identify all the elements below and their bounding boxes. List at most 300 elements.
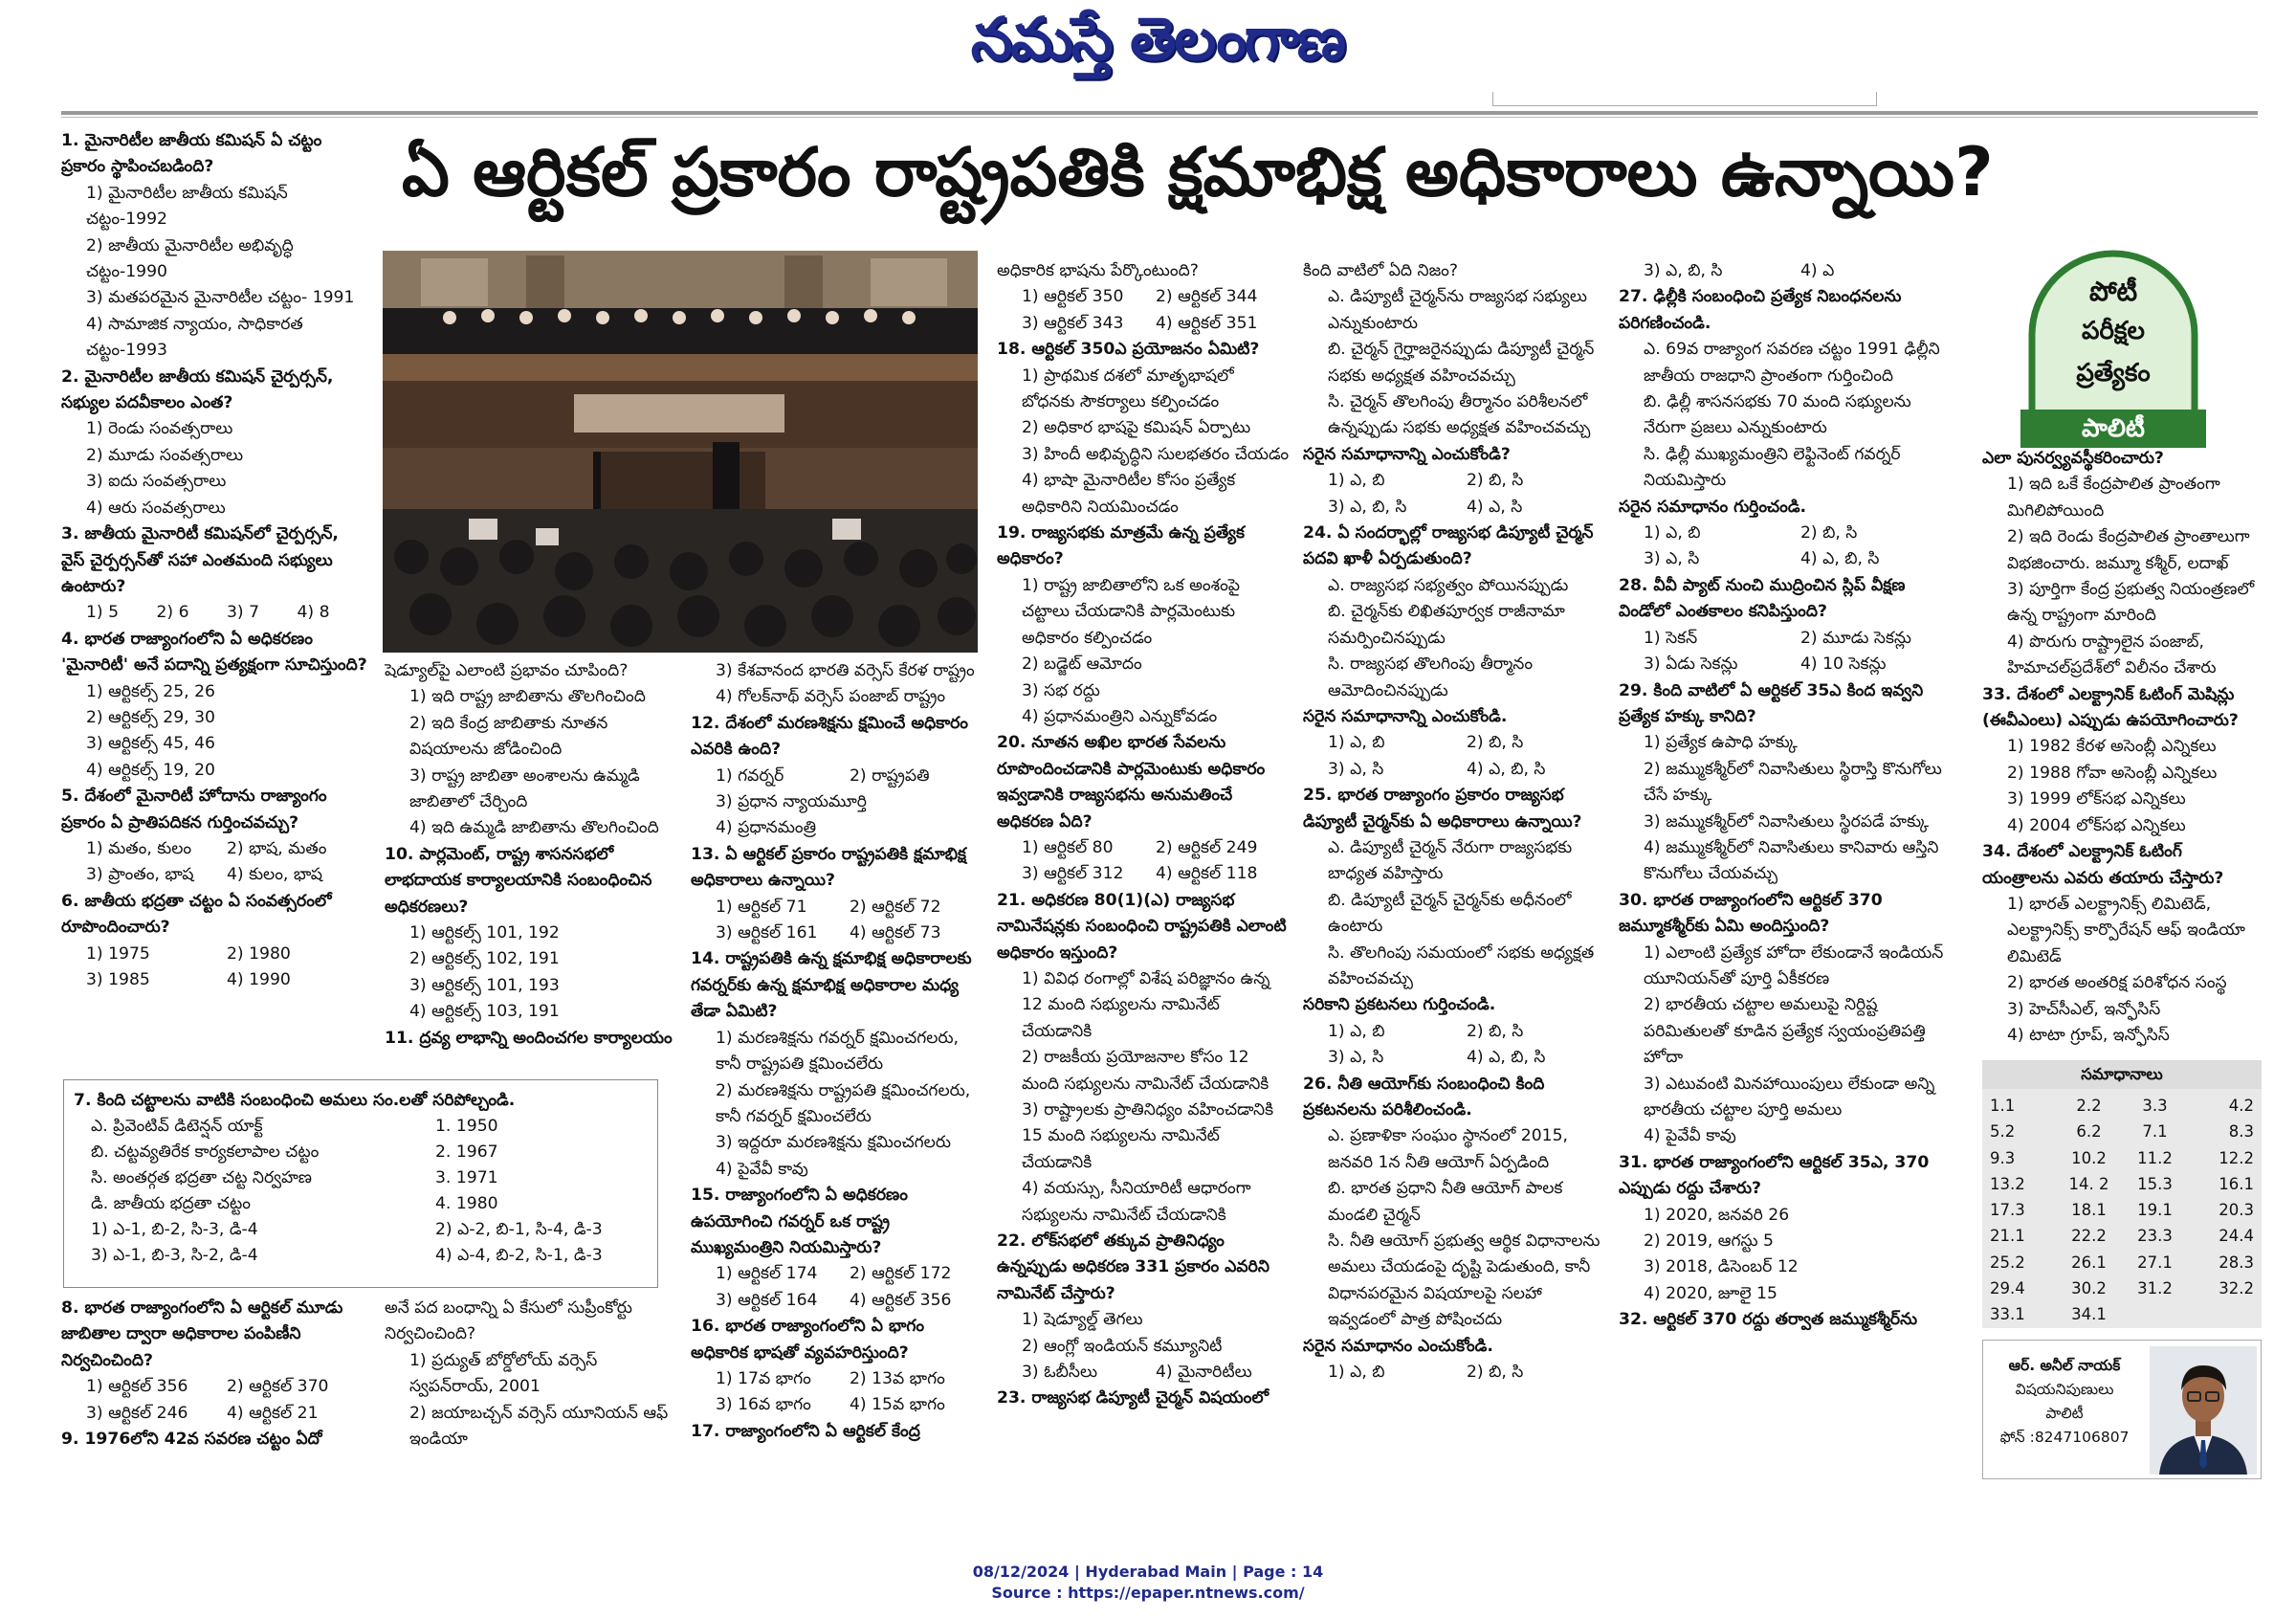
option-row bbox=[61, 836, 367, 862]
answer-item: 19.1 bbox=[2137, 1201, 2173, 1220]
question: 20. నూతన అఖిల భారత సేవలను రూపొందించడానికి పార్లమెంటుకు అధికారం ఇవ్వడానికి రాజ్యసభను అనుమతించే అధికరణ ఏది? bbox=[997, 733, 1266, 832]
option: 1) షెడ్యూల్డ్ తెగలు bbox=[1022, 1310, 1143, 1330]
answer-item: 33.1 bbox=[1990, 1305, 2025, 1324]
question: 29. కింది వాటిలో ఏ ఆర్టికల్ 35ఎ కింద ఇవ్వని ప్రత్యేక హక్కు కానిది? bbox=[1619, 680, 1924, 726]
option: 3) ఎ, సి bbox=[1328, 759, 1384, 779]
option: 4) పైవేవీ కావు bbox=[1644, 1126, 1736, 1146]
question: 23. రాజ్యసభ డిప్యూటీ చైర్మన్ విషయంలో bbox=[997, 1388, 1269, 1408]
option-row bbox=[997, 835, 1290, 861]
option: 3) హెచ్‌సీఎల్, ఇన్ఫోసిస్ bbox=[2007, 999, 2161, 1019]
question: 8. భారత రాజ్యాంగంలోని ఏ ఆర్టికల్ మూడు జాబితాల ద్వారా అధికారాల పంపిణీని నిర్వచించింది? bbox=[61, 1298, 343, 1370]
answer-item: 7.1 bbox=[2142, 1122, 2168, 1142]
question: 21. అధికరణ 80(1)(ఎ) రాజ్యసభ నామినేషన్లకు సంబంధించి రాష్ట్రపతికి ఎలాంటి అధికారం ఇస్తుంది? bbox=[997, 890, 1287, 963]
option: 4) సామాజిక న్యాయం, సాధికారత చట్టం-1993 bbox=[86, 314, 303, 361]
option: 2) భాష, మతం bbox=[227, 838, 327, 858]
masthead-thin-rule bbox=[61, 117, 2258, 118]
question: సరైన సమాధానాన్ని ఎంచుకోండి? bbox=[1303, 444, 1511, 464]
match-row bbox=[74, 1191, 648, 1217]
option: 1) మరణశిక్షను గవర్నర్ క్షమించగలరు, కానీ రాష్ట్రపతి క్షమించలేరు bbox=[716, 1028, 960, 1075]
question-continued: అధికారిక భాషను పేర్కొంటుంది? bbox=[997, 261, 1199, 280]
badge-line-3: ప్రత్యేకం bbox=[2076, 359, 2151, 388]
badge-line-2: పరీక్షల bbox=[2082, 317, 2145, 345]
option: 4) ప్రధానమంత్రి bbox=[716, 818, 817, 838]
option-row bbox=[691, 895, 983, 920]
option: 4) 2004 లోక్‌సభ ఎన్నికలు bbox=[2007, 815, 2186, 835]
option: సి. చైర్మన్ తొలగింపు తీర్మానం పరిశీలనలో ఉన్నప్పుడు సభకు అధ్యక్షత వహించవచ్చు bbox=[1328, 392, 1591, 438]
page-footer bbox=[0, 1562, 2296, 1604]
option: 1) గవర్నర్ bbox=[716, 765, 784, 786]
column-4 bbox=[997, 258, 1290, 1477]
answer-item: 22.2 bbox=[2071, 1227, 2107, 1246]
option-row bbox=[61, 600, 367, 626]
option: 3) ఆర్టికల్ 161 bbox=[716, 923, 818, 943]
option-row bbox=[691, 1392, 983, 1418]
option: 3) ఆర్టికల్ 312 bbox=[1022, 864, 1124, 884]
option: 4) 10 సెకన్లు bbox=[1800, 654, 1887, 675]
newspaper-logo: నమస్తే తెలంగాణ bbox=[970, 4, 1345, 74]
option: 2) ఆర్టికల్ 172 bbox=[850, 1264, 952, 1284]
question-continued: కింది వాటిలో ఏది నిజం? bbox=[1303, 261, 1458, 280]
option: 1) 2020, జనవరి 26 bbox=[1644, 1205, 1790, 1225]
question: 24. ఏ సందర్భాల్లో రాజ్యసభ డిప్యూటీ చైర్మన్ పదవి ఖాళీ ఏర్పడుతుంది? bbox=[1303, 523, 1594, 569]
option: 1) ఆర్టికల్ 174 bbox=[716, 1264, 818, 1284]
option: 2) జమ్ముకశ్మీర్‌లో నివాసితులు స్థిరాస్తి కొనుగోలు చేసే హక్కు bbox=[1644, 759, 1942, 806]
option: 2) 13వ భాగం bbox=[850, 1368, 945, 1388]
option-row bbox=[1619, 652, 1957, 677]
option: 2) ఆర్టికల్ 72 bbox=[850, 897, 941, 917]
match-cell: 2) ఎ-2, బి-1, సి-4, డి-3 bbox=[435, 1220, 603, 1239]
option: 3) ఎ, సి bbox=[1328, 1048, 1384, 1068]
match-cell: డి. జాతీయ భద్రతా చట్టం bbox=[91, 1194, 251, 1213]
option: 3) ఇద్దరూ మరణశిక్షను క్షమించగలరు bbox=[716, 1133, 951, 1153]
option: 4) ఆర్టికల్ 356 bbox=[850, 1290, 952, 1310]
option: 2) ఆర్టికల్స్ 29, 30 bbox=[86, 707, 215, 727]
option: 1) మతం, కులం bbox=[86, 838, 192, 858]
option: 1) రాష్ట్ర జాబితాలోని ఒక అంశంపై చట్టాలు చేయడానికి పార్లమెంటుకు అధికారం కల్పించడం bbox=[1022, 575, 1241, 648]
answer-item: 4.2 bbox=[2228, 1097, 2254, 1115]
question: 16. భారత రాజ్యాంగంలోని ఏ భాగం అధికారిక భాషతో వ్యవహరిస్తుంది? bbox=[691, 1317, 925, 1363]
option: ఎ. డిప్యూటీ చైర్మన్‌ను రాజ్యసభ సభ్యులు ఎన్నుకుంటారు bbox=[1328, 287, 1587, 333]
option: 4) గోలక్‌నాథ్ వర్సెస్ పంజాబ్ రాష్ట్రం bbox=[716, 687, 946, 707]
question: 10. పార్లమెంట్, రాష్ట్ర శాసనసభలో లాభదాయక కార్యాలయానికి సంబంధించిన అధికరణలు? bbox=[385, 844, 652, 917]
column-1-bottom bbox=[61, 1296, 367, 1477]
option: 3) మతపరమైన మైనారిటీల చట్టం- 1991 bbox=[86, 288, 355, 308]
option-row bbox=[1619, 258, 1957, 284]
question: 22. లోక్‌సభలో తక్కువ ప్రాతినిధ్యం ఉన్నప్పుడు అధికరణ 331 ప్రకారం ఎవరిని నామినేట్ చేస్తారు? bbox=[997, 1231, 1269, 1303]
answer-item: 23.3 bbox=[2137, 1227, 2173, 1246]
answer-item: 24.4 bbox=[2219, 1227, 2254, 1246]
option: 2) బి, సి bbox=[1467, 1363, 1524, 1383]
answer-item: 30.2 bbox=[2071, 1279, 2107, 1298]
option: 2) మరణశిక్షను రాష్ట్రపతి క్షమించగలరు, కానీ గవర్నర్ క్షమించలేరు bbox=[716, 1080, 971, 1126]
match-row bbox=[74, 1217, 648, 1243]
option-row bbox=[1303, 495, 1605, 521]
option: 2) 2019, ఆగస్టు 5 bbox=[1644, 1231, 1774, 1252]
match-row bbox=[74, 1114, 648, 1140]
question: 26. నీతి ఆయోగ్‌కు సంబంధించి కింది ప్రకటనలను పరిశీలించండి. bbox=[1303, 1074, 1545, 1120]
question: 19. రాజ్యసభకు మాత్రమే ఉన్న ప్రత్యేక అధికారం? bbox=[997, 523, 1245, 569]
option-row bbox=[1303, 730, 1605, 756]
masthead-box bbox=[1492, 92, 1877, 106]
option: 1) ఆర్టికల్ 80 bbox=[1022, 837, 1114, 857]
option: 2) ఇది రెండు కేంద్రపాలిత ప్రాంతాలుగా విభజించారు. జమ్మూ కశ్మీర్, లదాఖ్ bbox=[2007, 527, 2250, 573]
option: 4) ఇది ఉమ్మడి జాబితాను తొలగించింది bbox=[409, 818, 659, 838]
question: సరైన సమాధానాన్ని ఎంచుకోండి. bbox=[1303, 706, 1508, 726]
option: 3) ఎ, బి, సి bbox=[1328, 497, 1407, 517]
answer-item: 26.1 bbox=[2071, 1253, 2107, 1272]
option-row bbox=[691, 1261, 983, 1287]
option: 3) ఆర్టికల్స్ 101, 193 bbox=[409, 975, 560, 995]
question: ఎలా పునర్వ్యవస్థీకరించారు? bbox=[1982, 449, 2164, 468]
author-subject: పాలిటీ bbox=[2045, 1405, 2084, 1422]
option: 3) ఎటువంటి మినహాయింపులు లేకుండా అన్ని భారతీయ చట్టాల పూర్తి అమలు bbox=[1644, 1074, 1935, 1120]
option: 3) సభ రద్దు bbox=[1022, 680, 1100, 700]
match-row bbox=[74, 1140, 648, 1165]
answer-item: 25.2 bbox=[1990, 1253, 2025, 1272]
option-row bbox=[997, 861, 1290, 887]
option: 3) ఏడు సెకన్లు bbox=[1644, 654, 1738, 675]
option: 2) 1988 గోవా అసెంబ్లీ ఎన్నికలు bbox=[2007, 763, 2218, 783]
option: 1) మైనారిటీల జాతీయ కమిషన్ చట్టం-1992 bbox=[86, 183, 288, 230]
answer-item: 8.3 bbox=[2228, 1122, 2254, 1142]
question: 14. రాష్ట్రపతికి ఉన్న క్షమాభిక్ష అధికారాలకు గవర్నర్‌కు ఉన్న క్షమాభిక్ష అధికారాల మధ్య తేడా ఏమిటి? bbox=[691, 949, 972, 1022]
option: 4) ఎ, బి, సి bbox=[1467, 759, 1546, 779]
answer-item: 32.2 bbox=[2219, 1279, 2254, 1298]
question: 18. ఆర్టికల్ 350ఎ ప్రయోజనం ఏమిటి? bbox=[997, 340, 1260, 360]
option: 1) ఆర్టికల్స్ 25, 26 bbox=[86, 681, 215, 701]
option: 4) వయస్సు, సీనియారిటీ ఆధారంగా సభ్యులను నామినేట్ చేయడానికి bbox=[1022, 1179, 1251, 1225]
option: 2) బి, సి bbox=[1467, 1021, 1524, 1041]
option: 2) జయాబచ్చన్ వర్సెస్ యూనియన్ ఆఫ్ ఇండియా bbox=[409, 1403, 669, 1450]
option: బి. ఢిల్లీ శాసనసభకు 70 మంది సభ్యులను నేరుగా ప్రజలు ఎన్నుకుంటారు bbox=[1644, 392, 1911, 438]
option: 1) భారత్ ఎలక్ట్రానిక్స్ లిమిటెడ్, ఎలక్ట్రానిక్స్ కార్పొరేషన్ ఆఫ్ ఇండియా లిమిటెడ్ bbox=[2007, 894, 2245, 966]
option: 2) అధికార భాషపై కమిషన్ ఏర్పాటు bbox=[1022, 418, 1251, 438]
option: 3) ఎ, బి, సి bbox=[1644, 261, 1723, 280]
option: 2) మూడు సెకన్లు bbox=[1800, 628, 1911, 648]
question: 34. దేశంలో ఎలక్ట్రానిక్ ఓటింగ్ యంత్రాలను ఎవరు తయారు చేస్తారు? bbox=[1982, 842, 2224, 888]
option: 2) ఆంగ్లో ఇండియన్ కమ్యూనిటీ bbox=[1022, 1336, 1223, 1356]
option: 3) 7 bbox=[227, 603, 260, 623]
match-cell: 1) ఎ-1, బి-2, సి-3, డి-4 bbox=[91, 1220, 258, 1239]
option: 3) ప్రధాన న్యాయమూర్తి bbox=[716, 792, 867, 812]
option: 3) ఓబీసీలు bbox=[1022, 1363, 1098, 1383]
author-phone: ఫోన్ :8247106807 bbox=[1999, 1429, 2130, 1446]
question: 17. రాజ్యాంగంలోని ఏ ఆర్టికల్ కేంద్ర bbox=[691, 1421, 920, 1441]
option: 1) రెండు సంవత్సరాలు bbox=[86, 419, 233, 439]
answer-item: 2.2 bbox=[2076, 1097, 2102, 1115]
option: 3) హిందీ అభివృద్ధిని సులభతరం చేయడం bbox=[1022, 444, 1290, 464]
column-7 bbox=[1982, 446, 2262, 1058]
column-3 bbox=[691, 658, 983, 1477]
question-continued: షెడ్యూల్‌పై ఎలాంటి ప్రభావం చూపింది? bbox=[385, 661, 629, 680]
option: 1) 17వ భాగం bbox=[716, 1368, 811, 1388]
badge-line-1: పోటీ bbox=[2088, 276, 2138, 307]
answer-item: 9.3 bbox=[1990, 1148, 2016, 1167]
option: 4) పొరుగు రాష్ట్రాలైన పంజాబ్, హిమాచల్‌ప్రదేశ్‌లో విలీనం చేశారు bbox=[2007, 632, 2217, 678]
option: 4) 1990 bbox=[227, 970, 291, 989]
option: సి. నీతి ఆయోగ్ ప్రభుత్వ ఆర్థిక విధానాలను అమలు చేయడంపై దృష్టి పెడుతుంది, కానీ విధానపరమైన విషయాలపై సలహా ఇవ్వడంలో పాత్ర పోషించదు bbox=[1328, 1231, 1601, 1330]
option-row bbox=[61, 862, 367, 888]
column-6 bbox=[1619, 258, 1957, 1477]
answer-item: 15.3 bbox=[2137, 1174, 2173, 1193]
option: 2) 6 bbox=[156, 603, 189, 623]
courtroom-image bbox=[383, 251, 978, 653]
match-cell: 3. 1971 bbox=[435, 1168, 498, 1187]
question: 4. భారత రాజ్యాంగంలోని ఏ అధికరణం 'మైనారిటీ' అనే పదాన్ని ప్రత్యక్షంగా సూచిస్తుంది? bbox=[61, 629, 367, 676]
match-cell: 3) ఎ-1, బి-3, సి-2, డి-4 bbox=[91, 1246, 258, 1265]
option: 3) ఆర్టికల్ 343 bbox=[1022, 313, 1124, 333]
answer-item: 10.2 bbox=[2071, 1148, 2107, 1167]
option: 2) 1980 bbox=[227, 943, 291, 964]
column-2-bottom bbox=[385, 1296, 677, 1477]
option: 3) రాష్ట్రాలకు ప్రాతినిధ్యం వహించడానికి 15 మంది సభ్యులను నామినేట్ చేయడానికి bbox=[1022, 1100, 1274, 1172]
option-row bbox=[997, 1360, 1290, 1386]
answer-item: 16.1 bbox=[2219, 1174, 2254, 1193]
option: 2) రాష్ట్రపతి bbox=[850, 765, 930, 786]
question: 30. భారత రాజ్యాంగంలోని ఆర్టికల్ 370 జమ్మూకశ్మీర్‌కు ఏమి అందిస్తుంది? bbox=[1619, 890, 1883, 937]
option: 3) 1999 లోక్‌సభ ఎన్నికలు bbox=[2007, 789, 2186, 810]
option: 2) ఆర్టికల్స్ 102, 191 bbox=[409, 949, 560, 969]
option: 1) ప్రద్యుత్ బోర్డోలోయ్ వర్సెస్ స్వపన్‌రాయ్, 2001 bbox=[409, 1350, 598, 1397]
option: 1) ఆర్టికల్ 356 bbox=[86, 1377, 188, 1397]
option: 4) ఆర్టికల్స్ 19, 20 bbox=[86, 760, 215, 780]
option-row bbox=[1303, 1019, 1605, 1045]
option: 1) ఎ, బి bbox=[1644, 523, 1701, 543]
question: 13. ఏ ఆర్టికల్ ప్రకారం రాష్ట్రపతికి క్షమాభిక్ష అధికారాలు ఉన్నాయి? bbox=[691, 844, 966, 891]
option: 3) ప్రాంతం, భాష bbox=[86, 865, 194, 885]
option: 1) ఎ, బి bbox=[1328, 1021, 1385, 1041]
option-row bbox=[997, 311, 1290, 337]
option: ఎ. 69వ రాజ్యాంగ సవరణ చట్టం 1991 ఢిల్లీని జాతీయ రాజధాని ప్రాంతంగా గుర్తించింది bbox=[1644, 340, 1940, 386]
option: 1) 1982 కేరళ అసెంబ్లీ ఎన్నికలు bbox=[2007, 737, 2217, 757]
answer-item: 18.1 bbox=[2071, 1201, 2107, 1220]
option-row bbox=[691, 1288, 983, 1314]
question: సరైన సమాధానం గుర్తించండి. bbox=[1619, 497, 1807, 517]
option-row bbox=[997, 284, 1290, 310]
option: 4) ఆర్టికల్ 73 bbox=[850, 923, 941, 943]
match-cell: 4. 1980 bbox=[435, 1194, 498, 1213]
option: 1) ప్రాథమిక దశలో మాతృభాషలో బోధనకు సౌకర్యాలు కల్పించడం bbox=[1022, 366, 1234, 412]
question: సరైన సమాధానం ఎంచుకోండి. bbox=[1303, 1336, 1493, 1356]
answer-item: 3.3 bbox=[2142, 1097, 2168, 1115]
question: 28. వీవీ ప్యాట్ నుంచి ముద్రించిన స్లిప్ వీక్షణ విండోలో ఎంతకాలం కనిపిస్తుంది? bbox=[1619, 575, 1906, 622]
question-7-box bbox=[63, 1079, 658, 1288]
author-name: ఆర్. అనీల్ నాయక్ bbox=[2008, 1357, 2121, 1374]
question: 15. రాజ్యాంగంలోని ఏ అధికరణం ఉపయోగించి గవర్నర్ ఒక రాష్ట్ర ముఖ్యమంత్రిని నియమిస్తారు? bbox=[691, 1186, 908, 1257]
option: 4) ఆర్టికల్ 118 bbox=[1156, 864, 1258, 884]
option: 2) భారత అంతరిక్ష పరిశోధన సంస్థ bbox=[2007, 973, 2227, 993]
option: 4) ప్రధానమంత్రిని ఎన్నుకోవడం bbox=[1022, 706, 1218, 726]
question-7-title: 7. కింది చట్టాలను వాటికి సంబంధించి అమలు సం.లతో సరిపోల్చండి. bbox=[74, 1091, 516, 1110]
option: 2) ఇది కేంద్ర జాబితాకు నూతన విషయాలను జోడించింది bbox=[409, 713, 608, 760]
option: 3) పూర్తిగా కేంద్ర ప్రభుత్వ నియంత్రణలో ఉన్న రాష్ట్రంగా మారింది bbox=[2007, 580, 2255, 626]
match-cell: 4) ఎ-4, బి-2, సి-1, డి-3 bbox=[435, 1246, 603, 1265]
option: 4) ఆరు సంవత్సరాలు bbox=[86, 498, 226, 518]
question: 27. ఢిల్లీకి సంబంధించి ప్రత్యేక నిబంధనలను పరిగణించండి. bbox=[1619, 287, 1902, 333]
option: 1) 5 bbox=[86, 603, 120, 623]
option: 1) వివిధ రంగాల్లో విశేష పరిజ్ఞానం ఉన్న 12 మంది సభ్యులను నామినేట్ చేయడానికి bbox=[1022, 968, 1270, 1041]
option: 2) బి, సి bbox=[1467, 733, 1524, 753]
option-row bbox=[1303, 757, 1605, 783]
match-cell: సి. అంతర్గత భద్రతా చట్ట నిర్వహణ bbox=[91, 1168, 313, 1187]
match-cell: బి. చట్టవ్యతిరేక కార్యకలాపాల చట్టం bbox=[91, 1142, 320, 1162]
footer-edition: 08/12/2024 | Hyderabad Main | Page : 14 bbox=[972, 1563, 1324, 1581]
option: బి. చైర్మన్ గైర్హాజరైనప్పుడు డిప్యూటీ చైర్మన్ సభకు అధ్యక్షత వహించవచ్చు bbox=[1328, 340, 1595, 386]
option: 4) భాషా మైనారిటీల కోసం ప్రత్యేక అధికారిని నియమించడం bbox=[1022, 471, 1236, 517]
option: 1) ఇది ఒకే కేంద్రపాలిత ప్రాంతంగా మిగిలిపోయింది bbox=[2007, 475, 2220, 521]
question: 33. దేశంలో ఎలక్ట్రానిక్ ఓటింగ్ మెషిన్లు (ఈవీఎంలు) ఎప్పుడు ఉపయోగించారు? bbox=[1982, 684, 2239, 731]
answer-item: 34.1 bbox=[2071, 1305, 2107, 1324]
option: 1) ఆర్టికల్ 350 bbox=[1022, 287, 1124, 307]
option: 1) ఆర్టికల్ 71 bbox=[716, 897, 807, 917]
answer-item: 11.2 bbox=[2137, 1148, 2173, 1167]
column-1 bbox=[61, 128, 367, 1074]
option-row bbox=[61, 967, 367, 993]
question: 12. దేశంలో మరణశిక్షను క్షమించే అధికారం ఎవరికి ఉంది? bbox=[691, 713, 969, 760]
option: బి. భారత ప్రధాని నీతి ఆయోగ్ పాలక మండలి చైర్మన్ bbox=[1328, 1179, 1563, 1225]
answer-item: 31.2 bbox=[2137, 1279, 2173, 1298]
option: 2) భారతీయ చట్టాల అమలుపై నిర్దిష్ట పరిమితులతో కూడిన ప్రత్యేక స్వయంప్రతిపత్తి హోదా bbox=[1644, 995, 1926, 1068]
option: బి. చైర్మన్‌కు లిఖితపూర్వక రాజీనామా సమర్పించినప్పుడు bbox=[1328, 602, 1565, 648]
option: 2) మూడు సంవత్సరాలు bbox=[86, 445, 244, 465]
match-cell: ఎ. ప్రివెంటివ్ డిటెన్షన్ యాక్ట్ bbox=[91, 1117, 263, 1136]
option: 1) 1975 bbox=[86, 943, 150, 964]
option-row bbox=[61, 942, 367, 967]
question: 31. భారత రాజ్యాంగంలోని ఆర్టికల్ 35ఎ, 370 ఎప్పుడు రద్దు చేశారు? bbox=[1619, 1152, 1930, 1199]
question: 9. 1976లోని 42వ సవరణ చట్టం ఏదో bbox=[61, 1430, 322, 1450]
option: 2) ఆర్టికల్ 344 bbox=[1156, 287, 1258, 307]
question: 6. జాతీయ భద్రతా చట్టం ఏ సంవత్సరంలో రూపొందించారు? bbox=[61, 891, 332, 938]
option: సి. తొలగింపు సమయంలో సభకు అధ్యక్షత వహించవచ్చు bbox=[1328, 943, 1595, 988]
supreme-court-photo bbox=[383, 251, 978, 653]
option-row bbox=[1619, 546, 1957, 572]
option: 1) సెకన్ bbox=[1644, 628, 1698, 648]
option: 2) రాజకీయ ప్రయోజనాల కోసం 12 మంది సభ్యులను నామినేట్ చేయడానికి bbox=[1022, 1048, 1269, 1094]
answer-key bbox=[1982, 1060, 2262, 1328]
author-role: విషయనిపుణులు bbox=[2015, 1381, 2114, 1398]
option-row bbox=[1619, 521, 1957, 546]
option: 3) ఆర్టికల్ 246 bbox=[86, 1403, 188, 1423]
question: 3. జాతీయ మైనారిటీ కమిషన్‌లో చైర్పర్సన్, వైస్ చైర్పర్సన్‌తో సహా ఎంతమంది సభ్యులు ఉంటారు? bbox=[61, 524, 339, 596]
option: 3) ఎ, సి bbox=[1644, 549, 1700, 569]
answer-item: 28.3 bbox=[2219, 1253, 2254, 1272]
masthead bbox=[0, 0, 2296, 105]
option: 3) రాష్ట్ర జాబితా అంశాలను ఉమ్మడి జాబితాలో చేర్చింది bbox=[409, 765, 640, 812]
option: 4) 2020, జూలై 15 bbox=[1644, 1283, 1777, 1303]
column-2 bbox=[385, 658, 677, 1072]
match-cell: 2. 1967 bbox=[435, 1142, 498, 1162]
headline: ఏ ఆర్టికల్ ప్రకారం రాష్ట్రపతికి క్షమాభిక్ష అధికారాలు ఉన్నాయి? bbox=[402, 133, 1994, 211]
special-badge bbox=[2020, 247, 2206, 448]
option: 1) ఇది రాష్ట్ర జాబితాను తొలగించింది bbox=[409, 687, 646, 707]
option-row bbox=[1619, 626, 1957, 652]
answer-item: 17.3 bbox=[1990, 1201, 2025, 1220]
option: 3) 2018, డిసెంబర్ 12 bbox=[1644, 1257, 1799, 1277]
column-5 bbox=[1303, 258, 1605, 1477]
match-row bbox=[74, 1243, 648, 1269]
masthead-rule bbox=[61, 111, 2258, 115]
option: 3) కేశవానంద భారతి వర్సెస్ కేరళ రాష్ట్రం bbox=[716, 661, 975, 680]
match-row bbox=[74, 1165, 648, 1191]
option: 4) ఎ, సి bbox=[1467, 497, 1523, 517]
answer-item: 29.4 bbox=[1990, 1279, 2025, 1298]
option-row bbox=[1303, 1360, 1605, 1386]
option-row bbox=[61, 1374, 367, 1400]
author-photo bbox=[2150, 1346, 2257, 1475]
footer-source: Source : https://epaper.ntnews.com/ bbox=[991, 1584, 1305, 1602]
option: 4) పైవేవీ కావు bbox=[716, 1159, 808, 1179]
option: 4) 8 bbox=[297, 603, 330, 623]
answer-item: 21.1 bbox=[1990, 1227, 2025, 1246]
question-continued: అనే పద బంధాన్ని ఏ కేసులో సుప్రీంకోర్టు నిర్వచించింది? bbox=[385, 1298, 632, 1344]
option-row bbox=[1303, 1045, 1605, 1071]
answer-item: 13.2 bbox=[1990, 1174, 2025, 1193]
question: 32. ఆర్టికల్ 370 రద్దు తర్వాత జమ్ముకశ్మీర్‌ను bbox=[1619, 1310, 1918, 1330]
option: ఎ. ప్రణాళికా సంఘం స్థానంలో 2015, జనవరి 1న నీతి ఆయోగ్ ఏర్పడింది bbox=[1328, 1126, 1569, 1172]
question: 25. భారత రాజ్యాంగం ప్రకారం రాజ్యసభ డిప్యూటీ చైర్మన్‌కు ఏ అధికారాలు ఉన్నాయి? bbox=[1303, 786, 1582, 832]
option: 4) ఆర్టికల్స్ 103, 191 bbox=[409, 1002, 560, 1022]
answer-item: 20.3 bbox=[2219, 1201, 2254, 1220]
badge-line-4: పాలిటీ bbox=[2082, 414, 2145, 443]
option: 4) ఎ, బి, సి bbox=[1467, 1048, 1546, 1068]
option-row bbox=[61, 1401, 367, 1427]
question: 11. ద్రవ్య లాభాన్ని అందించగల కార్యాలయం bbox=[385, 1028, 673, 1048]
option: 3) ఐదు సంవత్సరాలు bbox=[86, 472, 227, 492]
option: 2) ఆర్టికల్ 370 bbox=[227, 1377, 329, 1397]
match-cell: 1. 1950 bbox=[435, 1117, 498, 1136]
question: సరికాని ప్రకటనలు గుర్తించండి. bbox=[1303, 995, 1496, 1015]
answer-item: 14. 2 bbox=[2068, 1174, 2109, 1193]
author-card bbox=[1982, 1340, 2262, 1479]
answer-item: 5.2 bbox=[1990, 1122, 2016, 1142]
option: సి. ఢిల్లీ ముఖ్యమంత్రిని లెఫ్టినెంట్ గవర్నర్ నియమిస్తారు bbox=[1644, 444, 1901, 491]
option: 4) 15వ భాగం bbox=[850, 1395, 945, 1415]
option: 1) ప్రత్యేక ఉపాధి హక్కు bbox=[1644, 733, 1798, 753]
answer-item: 1.1 bbox=[1990, 1097, 2016, 1115]
question: 5. దేశంలో మైనారిటీ హోదాను రాజ్యాంగం ప్రకారం ఏ ప్రాతిపదికన గుర్తించవచ్చు? bbox=[61, 787, 327, 832]
option-row bbox=[691, 920, 983, 946]
answer-item: 12.2 bbox=[2219, 1148, 2254, 1167]
option: 1) ఎ, బి bbox=[1328, 733, 1385, 753]
option: 4) ఎ bbox=[1800, 261, 1835, 280]
option: ఎ. డిప్యూటీ చైర్మన్ నేరుగా రాజ్యసభకు బాధ్యత వహిస్తారు bbox=[1328, 837, 1573, 884]
question: 1. మైనారిటీల జాతీయ కమిషన్ ఏ చట్టం ప్రకారం స్థాపించబడింది? bbox=[61, 131, 322, 177]
option: 4) జమ్ముకశ్మీర్‌లో నివాసితులు కానివారు ఆస్తిని కొనుగోలు చేయవచ్చు bbox=[1644, 837, 1939, 884]
option-row bbox=[691, 764, 983, 789]
answer-item: 6.2 bbox=[2076, 1122, 2102, 1142]
option: 2) జాతీయ మైనారిటీల అభివృద్ధి చట్టం-1990 bbox=[86, 235, 294, 282]
answer-key-title: సమాధానాలు bbox=[1982, 1060, 2262, 1089]
option: 3) ఆర్టికల్స్ 45, 46 bbox=[86, 734, 215, 754]
answer-item: 27.1 bbox=[2137, 1253, 2173, 1272]
option: 2) బడ్జెట్ ఆమోదం bbox=[1022, 654, 1142, 675]
option: 4) ఎ, బి, సి bbox=[1800, 549, 1880, 569]
option: ఎ. రాజ్యసభ సభ్యత్వం పోయినప్పుడు bbox=[1328, 575, 1569, 595]
option: 4) మైనారిటీలు bbox=[1156, 1363, 1252, 1383]
option: బి. డిప్యూటీ చైర్మన్ చైర్మన్‌కు అధీనంలో ఉంటారు bbox=[1328, 890, 1572, 937]
option: 3) ఆర్టికల్ 164 bbox=[716, 1290, 818, 1310]
option: 1) ఆర్టికల్స్ 101, 192 bbox=[409, 923, 560, 943]
option: 4) టాటా గ్రూప్, ఇన్ఫోసిస్ bbox=[2007, 1025, 2170, 1045]
option: 2) ఆర్టికల్ 249 bbox=[1156, 837, 1258, 857]
option: 1) ఎ, బి bbox=[1328, 1363, 1385, 1383]
option: 4) కులం, భాష bbox=[227, 865, 322, 885]
option: 1) ఎ, బి bbox=[1328, 471, 1385, 491]
option: 3) 16వ భాగం bbox=[716, 1395, 811, 1415]
option: 3) 1985 bbox=[86, 970, 150, 989]
option: 3) జమ్ముకశ్మీర్‌లో నివాసితులు స్థిరపడే హక్కు bbox=[1644, 811, 1930, 832]
option: 1) ఎలాంటి ప్రత్యేక హోదా లేకుండానే ఇండియన్ యూనియన్‌తో పూర్తి ఏకీకరణ bbox=[1644, 943, 1944, 988]
